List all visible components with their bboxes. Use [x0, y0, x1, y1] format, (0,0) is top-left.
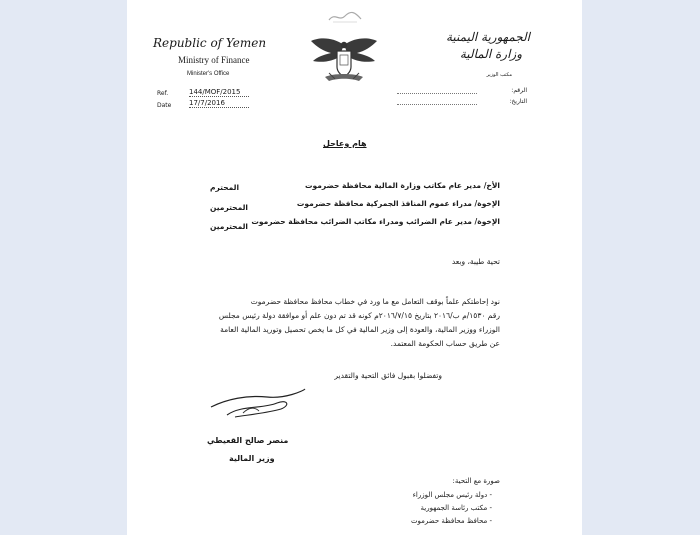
recipient-3: الإخوة/ مدير عام الضرائب ومدراء مكاتب الضرائب محافظة حضرموت	[251, 217, 500, 226]
ar-date-label: التاريخ:	[509, 98, 527, 105]
urgent-heading: هام وعاجل	[323, 139, 367, 148]
letterhead-ar-country: الجمهورية اليمنية	[445, 30, 530, 44]
cc-item-2: - مكتب رئاسة الجمهورية	[420, 504, 492, 512]
ar-ref-label: الرقم:	[511, 87, 527, 94]
recipient-1-honor: المحترم	[210, 183, 240, 192]
body-line-3: الوزراء ووزير المالية، والعودة إلى وزير المالية في كل ما يخص تحصيل وتوريد المالية العامة	[220, 325, 500, 334]
signer-name: منصر صالح القعيطي	[207, 436, 289, 445]
recipient-1: الأخ/ مدير عام مكاتب وزارة المالية محافظة حضرموت	[305, 181, 500, 190]
letterhead-ar-office: مكتب الوزير	[486, 72, 512, 78]
letterhead-en-office: Minister's Office	[187, 71, 230, 77]
recipient-2-honor: المحترمين	[210, 203, 249, 212]
recipient-3-honor: المحترمين	[210, 222, 249, 231]
date-label: Date	[157, 102, 172, 109]
ref-label: Ref.	[157, 90, 169, 97]
ar-ref-line	[397, 93, 477, 94]
body-line-4: عن طريق حساب الحكومة المعتمد.	[390, 339, 500, 348]
yemen-eagle-emblem-icon	[309, 33, 379, 89]
left-margin	[0, 0, 127, 535]
letter-page	[127, 0, 582, 535]
signer-title: وزير المالية	[229, 454, 275, 463]
letterhead-ar-ministry: وزارة المالية	[459, 47, 522, 61]
emblem-calligraphy	[327, 10, 363, 27]
letterhead-en-country: Republic of Yemen	[153, 36, 267, 50]
body-line-2: رقم ١٥٣٠/م ب/٢٠١٦ بتاريخ ٢٠١٦/٧/١٥م كونه قد تم دون علم أو موافقة دولة رئيس مجلس	[218, 311, 500, 320]
body-line-1: نود إحاطتكم علماً بوقف التعامل مع ما ورد في خطاب محافظ محافظة حضرموت	[250, 297, 500, 306]
ar-date-line	[397, 104, 477, 105]
recipient-2: الإخوة/ مدراء عموم المنافذ الجمركية محافظة حضرموت	[296, 199, 500, 208]
date-value: 17/7/2016	[189, 99, 249, 108]
closing: وتفضلوا بقبول فائق التحية والتقدير	[334, 371, 442, 380]
signature-icon	[207, 385, 307, 429]
cc-title: صورة مع التحية:	[452, 477, 500, 485]
ref-value: 144/MOF/2015	[189, 88, 249, 97]
right-margin	[582, 0, 700, 535]
greeting: تحية طيبة، وبعد	[451, 257, 500, 266]
letterhead-en-ministry: Ministry of Finance	[178, 55, 250, 65]
cc-item-1: - دولة رئيس مجلس الوزراء	[412, 491, 492, 499]
cc-item-3: - محافظ محافظة حضرموت	[410, 517, 492, 525]
